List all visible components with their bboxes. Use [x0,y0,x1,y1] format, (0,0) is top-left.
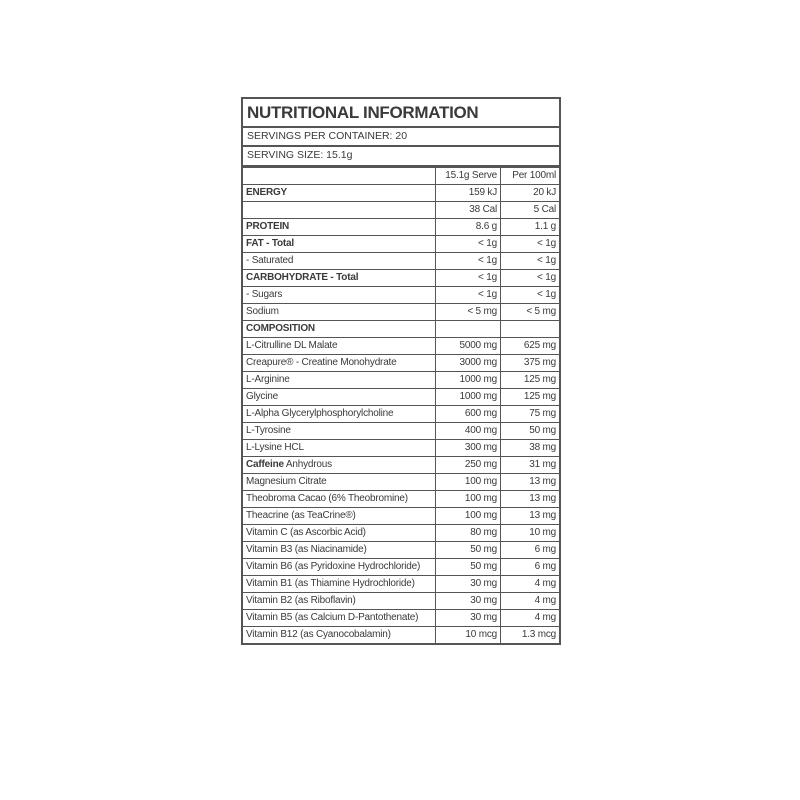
table-row [243,490,559,507]
nutrient-name-text: L-Lysine HCL [246,441,304,453]
nutrient-name-text: Theacrine (as TeaCrine®) [246,509,356,521]
table-row [243,575,559,592]
nutrient-name-bold: CARBOHYDRATE - Total [246,271,359,283]
nutrient-name [243,218,436,235]
table-row [243,354,559,371]
nutrient-name [243,473,436,490]
value-per-100ml: < 1g [501,235,560,252]
value-per-100ml: 6 mg [501,558,560,575]
servings-per-container: SERVINGS PER CONTAINER: 20 [243,128,559,147]
nutrient-name-text: Vitamin B5 (as Calcium D-Pantothenate) [246,611,419,623]
value-per-100ml: 4 mg [501,575,560,592]
label-title: NUTRITIONAL INFORMATION [243,99,559,128]
table-row [243,286,559,303]
value-per-serve: < 1g [436,286,501,303]
value-per-100ml: 10 mg [501,524,560,541]
nutrition-table [243,167,559,643]
nutrient-name-text: Magnesium Citrate [246,475,327,487]
value-per-serve: 80 mg [436,524,501,541]
value-per-100ml [501,320,560,337]
nutrient-name-text: Vitamin B2 (as Riboflavin) [246,594,356,606]
nutrient-name-bold: ENERGY [246,186,288,198]
value-per-100ml: < 1g [501,269,560,286]
nutrient-name-text: Glycine [246,390,278,402]
table-row [243,507,559,524]
nutrient-name [243,626,436,643]
value-per-serve: 30 mg [436,592,501,609]
table-row [243,592,559,609]
table-row [243,303,559,320]
value-per-100ml: 4 mg [501,609,560,626]
nutrient-name-text: L-Alpha Glycerylphosphorylcholine [246,407,394,419]
nutrient-name [243,507,436,524]
table-row [243,473,559,490]
nutrient-name [243,609,436,626]
nutrient-name-bold: COMPOSITION [246,322,315,334]
value-per-serve: 400 mg [436,422,501,439]
header-per100: Per 100ml [501,167,560,184]
nutrition-label [241,97,561,645]
value-per-100ml: 375 mg [501,354,560,371]
value-per-serve: < 1g [436,269,501,286]
nutrient-name-text: L-Arginine [246,373,290,385]
nutrient-name-text: Vitamin C (as Ascorbic Acid) [246,526,366,538]
value-per-serve: 8.6 g [436,218,501,235]
value-per-serve: 159 kJ [436,184,501,201]
nutrient-name [243,524,436,541]
value-per-100ml: 125 mg [501,371,560,388]
table-row [243,456,559,473]
nutrient-name-text: L-Citrulline DL Malate [246,339,338,351]
value-per-serve: 250 mg [436,456,501,473]
table-row [243,269,559,286]
value-per-serve [436,320,501,337]
table-row [243,422,559,439]
value-per-100ml: 13 mg [501,507,560,524]
nutrient-name [243,303,436,320]
table-row [243,252,559,269]
value-per-100ml: 38 mg [501,439,560,456]
value-per-100ml: 5 Cal [501,201,560,218]
value-per-serve: 50 mg [436,558,501,575]
nutrient-name [243,371,436,388]
nutrient-name-text: Theobroma Cacao (6% Theobromine) [246,492,408,504]
value-per-serve: 5000 mg [436,337,501,354]
table-row [243,337,559,354]
nutrient-name [243,252,436,269]
nutrient-name [243,422,436,439]
table-row [243,558,559,575]
table-row [243,388,559,405]
table-row [243,371,559,388]
nutrient-name [243,235,436,252]
nutrient-name-bold: Caffeine [246,458,284,470]
nutrient-name [243,558,436,575]
value-per-100ml: 13 mg [501,473,560,490]
nutrient-name [243,405,436,422]
nutrient-name [243,439,436,456]
table-row [243,235,559,252]
nutrient-name [243,490,436,507]
value-per-serve: 50 mg [436,541,501,558]
value-per-serve: 30 mg [436,575,501,592]
nutrient-name [243,456,436,473]
nutrient-name [243,575,436,592]
value-per-100ml: < 1g [501,252,560,269]
value-per-100ml: 125 mg [501,388,560,405]
nutrient-name [243,286,436,303]
value-per-100ml: 13 mg [501,490,560,507]
nutrient-name-text: Sodium [246,305,279,317]
value-per-100ml: 31 mg [501,456,560,473]
nutrient-name-bold: FAT - Total [246,237,294,249]
value-per-100ml: 1.1 g [501,218,560,235]
nutrient-name-text: Vitamin B6 (as Pyridoxine Hydrochloride) [246,560,421,572]
value-per-100ml: < 5 mg [501,303,560,320]
table-row [243,184,559,201]
value-per-serve: 100 mg [436,473,501,490]
nutrient-name-text: Vitamin B12 (as Cyanocobalamin) [246,628,391,640]
value-per-serve: 30 mg [436,609,501,626]
table-header-row [243,167,559,184]
table-row [243,541,559,558]
nutrient-name [243,320,436,337]
value-per-serve: 600 mg [436,405,501,422]
table-row [243,405,559,422]
nutrient-name [243,337,436,354]
value-per-100ml: 75 mg [501,405,560,422]
value-per-100ml: 6 mg [501,541,560,558]
table-row [243,626,559,643]
value-per-100ml: < 1g [501,286,560,303]
nutrient-name [243,184,436,201]
nutrient-name-text: Anhydrous [283,458,332,470]
value-per-serve: < 1g [436,252,501,269]
serving-size: SERVING SIZE: 15.1g [243,147,559,166]
table-row [243,524,559,541]
nutrient-name-text: - Saturated [246,254,294,266]
value-per-serve: 100 mg [436,507,501,524]
table-row [243,609,559,626]
nutrient-name-bold: PROTEIN [246,220,290,232]
nutrient-name-text: L-Tyrosine [246,424,291,436]
value-per-serve: 100 mg [436,490,501,507]
nutrient-name-text: Vitamin B1 (as Thiamine Hydrochloride) [246,577,415,589]
value-per-serve: < 1g [436,235,501,252]
value-per-serve: 1000 mg [436,388,501,405]
nutrient-name-text: Vitamin B3 (as Niacinamide) [246,543,367,555]
value-per-100ml: 4 mg [501,592,560,609]
table-row [243,320,559,337]
value-per-serve: 1000 mg [436,371,501,388]
nutrient-name [243,201,436,218]
value-per-100ml: 20 kJ [501,184,560,201]
nutrient-name-text: Creapure® - Creatine Monohydrate [246,356,397,368]
value-per-100ml: 1.3 mcg [501,626,560,643]
value-per-100ml: 625 mg [501,337,560,354]
value-per-serve: 10 mcg [436,626,501,643]
value-per-100ml: 50 mg [501,422,560,439]
nutrient-name-text: - Sugars [246,288,283,300]
table-row [243,439,559,456]
header-name [243,167,436,184]
table-row [243,218,559,235]
value-per-serve: 3000 mg [436,354,501,371]
header-serve: 15.1g Serve [436,167,501,184]
nutrient-name [243,354,436,371]
nutrient-name [243,269,436,286]
nutrient-name [243,388,436,405]
nutrient-name [243,541,436,558]
value-per-serve: 300 mg [436,439,501,456]
value-per-serve: < 5 mg [436,303,501,320]
nutrient-name [243,592,436,609]
value-per-serve: 38 Cal [436,201,501,218]
table-row [243,201,559,218]
